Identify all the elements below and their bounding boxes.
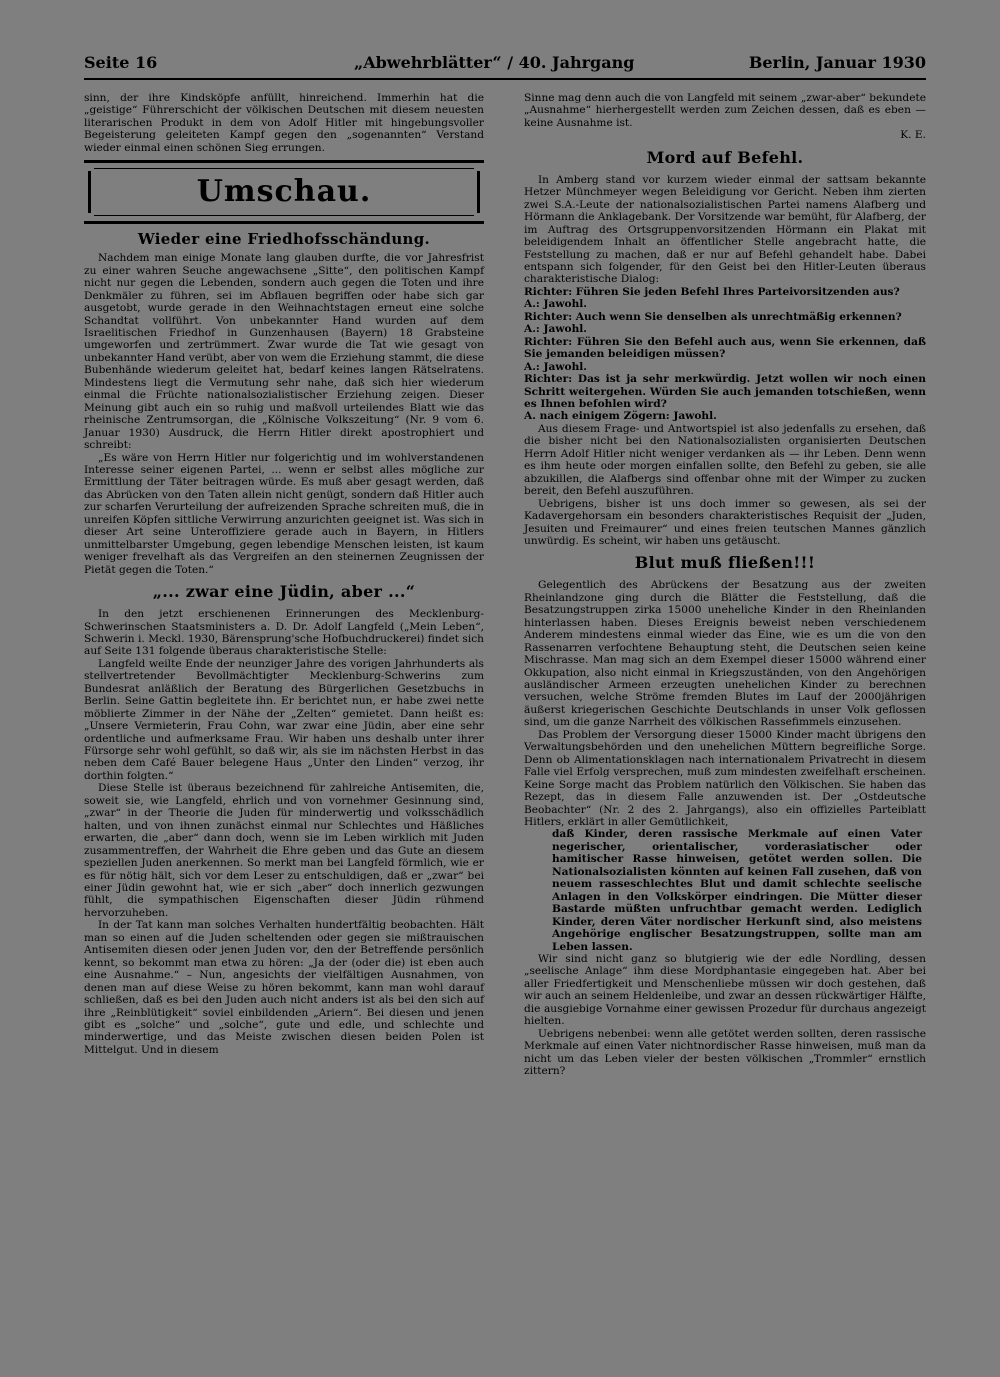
juedin-paragraph-2: Langfeld weilte Ende der neunziger Jahre des vorigen Jahrhunderts als stellvertretender Bevollmächtigter Mecklenburg-Schwerins zum Bundesrat anläßlich der Beratung des Bürgerlichen Gesetzbuchs in Berlin. Seine Gattin begleitete ihn. Er berichtet nun, er habe zwei nette möblierte Zimmer in der Nähe der „Zelten“ gemietet. Dann heißt es: „Unsere Vermieterin, Frau Cohn, war zwar eine Jüdin, aber eine sehr ordentliche und aufmerksame Frau. Wir haben uns deshalb unter ihrer Fürsorge sehr wohl gefühlt, so daß wir, als sie im nächsten Herbst in das neben dem Café Bauer belegene Haus „Unter den Linden“ verzog, ihr dorthin folgten.“	[84, 657, 484, 782]
dialog-line: A.: Jawohl.	[524, 360, 587, 373]
mord-paragraph-1: In Amberg stand vor kurzem wieder einmal der sattsam bekannte Hetzer Münchmeyer wegen Beleidigung vor Gericht. Neben ihm zierten zwei S.A.-Leute der nationalsozialistischen Partei namens Alafberg und Hörmann die Anklagebank. Der Vorsitzende war bemüht, für Alafberg, der im Auftrag des Ortsgruppenvorsitzenden Hörmann ein Plakat mit beleidigendem Inhalt an öffentlicher Stelle angebracht hatte, die Feststellung zu machen, daß er nur auf Befehl gehandelt habe. Dabei entspann sich folgender, für den Geist bei den Hitler-Leuten überaus charakteristische Dialog:	[524, 173, 926, 286]
left-column	[84, 92, 484, 1056]
blut-quote: daß Kinder, deren rassische Merkmale auf einen Vater negerischer, orientalischer, vorderasiatischer oder hamitischer Rasse hinweisen, getötet werden sollen. Die Nationalsozialisten könnten auf keinen Fall zusehen, daß von neuem rasseschlechtes Blut und damit schlechte seelische Anlagen in den Volkskörper eindringen. Die Mütter dieser Bastarde müßten unfruchtbar gemacht werden. Lediglich Kinder, deren Väter nordischer Herkunft sind, also meistens Angehörige englischer Besatzungstruppen, sollte man am Leben lassen.	[552, 828, 922, 953]
juedin-paragraph-4: In der Tat kann man solches Verhalten hundertfältig beobachten. Hält man so einen auf die Juden scheltenden oder gegen sie mißtrauischen Antisemiten diesen oder jenen Juden vor, den der Betreffende persönlich kennt, so bekommt man etwa zu hören: „Ja der (oder die) ist eben auch eine Ausnahme.“ – Nun, angesichts der vielfältigen Ausnahmen, von denen man auf diese Weise zu hören bekommt, kann man wohl darauf schließen, daß es bei den Juden auch nicht anders ist als bei den sich auf ihre „Reinblütigkeit“ soviel einbildenden „Ariern“. Bei diesen und jenen gibt es „solche“ und „solche“, gute und edle, und schlechte und minderwertige, und das Meiste zwischen diesen beiden Polen ist Mittelgut. Und in diesem	[84, 919, 484, 1056]
dialog-line: Richter: Führen Sie jeden Befehl Ihres Parteivorsitzenden aus?	[524, 285, 900, 298]
heading-mord-auf-befehl: Mord auf Befehl.	[646, 147, 804, 167]
banner-rule-top	[94, 168, 474, 169]
right-column	[524, 92, 926, 1078]
friedhof-paragraph-1: Nachdem man einige Monate lang glauben durfte, die vor Jahresfrist zu einer wahren Seuche angewachsene „Sitte“, den politischen Kampf nicht nur gegen die Lebenden, sondern auch gegen die Toten und ihre Denkmäler zu führen, sei im Abflauen begriffen oder habe sich gar ausgetobt, wurde gerade in den Weihnachtstagen erneut eine solche Schandtat vollführt. Von unbekannter Hand wurden auf dem Israelitischen Friedhof in Gunzenhausen (Bayern) 18 Grabsteine umgeworfen und zertrümmert. Zwar wurde die Tat wie gesagt von unbekannter Hand verübt, aber von wem die Erziehung stammt, die diese Bubenhände wiederum geleitet hat, bedarf keines langen Rätselratens. Mindestens liegt die Vermutung sehr nahe, daß sich hier wiederum einmal die Früchte nationalsozialistischer Erziehung zeigen. Dieser Meinung gibt auch ein so ruhig und maßvoll urteilendes Blatt wie das rheinische Zentrumsorgan, die „Kölnische Volkszeitung“ (Nr. 9 vom 6. Januar 1930) Ausdruck, die Herrn Hitler direkt apostrophiert und schreibt:	[84, 252, 484, 452]
place-date: Berlin, Januar 1930	[748, 53, 926, 72]
page-number: Seite 16	[84, 53, 158, 72]
dialog-line: Richter: Auch wenn Sie denselben als unrechtmäßig erkennen?	[524, 310, 902, 323]
dialog-line: Richter: Das ist ja sehr merkwürdig. Jetzt wollen wir noch einen Schritt weitergehen. Würden Sie auch jemanden totschießen, wenn es Ihnen befohlen wird?	[524, 373, 926, 410]
heading-juedin: „... zwar eine Jüdin, aber ...“	[152, 582, 416, 602]
left-intro-paragraph: sinn, der ihre Kindsköpfe anfüllt, hinreichend. Immerhin hat die „geistige“ Führerschicht der völkischen Deutschen mit diesem neuesten literarischen Produkt in dem von Adolf Hitler mit hingebungsvoller Begeisterung geleiteten Kampf gegen den „sogenannten“ Verstand wieder einmal einen schönen Sieg errungen.	[84, 92, 484, 154]
heading-blut-muss-fliessen: Blut muß fließen!!!	[634, 553, 816, 573]
heading-friedhofsschaendung: Wieder eine Friedhofsschändung.	[137, 230, 431, 249]
dialog-line: A.: Jawohl.	[524, 298, 587, 311]
friedhof-paragraph-2: „Es wäre von Herrn Hitler nur folgerichtig und im wohlverstandenen Interesse seiner eigenen Partei, ... wenn er selbst alles mögliche zur Ermittlung der Täter beitragen würde. Es muß aber gesagt werden, daß das Abrücken von den Taten allein nicht genügt, sondern daß Hitler auch zur scharfen Verurteilung der aufreizenden Sprache schreiten muß, die in unreifen Köpfen sittliche Verwirrung anzurichten geeignet ist. Was sich in dieser Art seine Unteroffiziere gerade auch in Bayern, in Hitlers unmittelbarster Umgebung, gegen lebendige Menschen leisten, ist kaum weniger frevelhaft als das Vergreifen an den steinernen Zeugnissen der Pietät gegen die Toten.“	[84, 451, 484, 576]
banner-rule-bottom	[94, 215, 474, 216]
right-intro-paragraph: Sinne mag denn auch die von Langfeld mit seinem „zwar-aber“ bekundete „Ausnahme“ hierhergestellt werden zum Zeichen dessen, daß es eben — keine Ausnahme ist.	[524, 92, 926, 129]
dialog-line: A.: Jawohl.	[524, 323, 587, 336]
mord-paragraph-2: Aus diesem Frage- und Antwortspiel ist also jedenfalls zu ersehen, daß die bisher nicht bei den Nationalsozialisten organisierten Deutschen Herrn Adolf Hitler nicht weniger verdanken als — ihr Leben. Denn wenn es ihm heute oder morgen einfallen sollte, den Befehl zu geben, sie alle abzukillen, die Alafbergs sind offenbar ohne mit der Wimper zu zucken bereit, den Befehl auszuführen.	[524, 422, 926, 498]
blut-paragraph-2: Das Problem der Versorgung dieser 15000 Kinder macht übrigens den Verwaltungsbehörden und den unehelichen Müttern begreifliche Sorge. Denn ob Alimentationsklagen nach internationalem Privatrecht in diesem Falle viel Erfolg versprechen, muß zum mindesten zweifelhaft erscheinen. Keine Sorge macht das Problem natürlich den Völkischen. Sie haben das Rezept, das in diesem Falle anzuwenden ist. Der „Ostdeutsche Beobachter“ (Nr. 2 des 2. Jahrgangs), also ein offizielles Parteiblatt Hitlers, erklärt in aller Gemütlichkeit,	[524, 728, 926, 829]
umschau-banner	[84, 160, 484, 224]
page-header	[84, 52, 926, 76]
mord-paragraph-3: Uebrigens, bisher ist uns doch immer so gewesen, als sei der Kadavergehorsam ein besonders charakteristisches Requisit der „Juden, Jesuiten und Freimaurer“ und eines freien teutschen Mannes gänzlich unwürdig. Es scheint, wir haben uns getäuscht.	[524, 497, 926, 547]
blut-paragraph-4: Uebrigens nebenbei: wenn alle getötet werden sollten, deren rassische Merkmale auf einen Vater nichtnordischer Rasse hinweisen, muß man da nicht um das Leben vieler der besten völkischen „Trommler“ ernstlich zittern?	[524, 1027, 926, 1078]
header-rule	[84, 78, 926, 80]
juedin-paragraph-1: In den jetzt erschienenen Erinnerungen des Mecklenburg-Schwerinschen Staatsministers a. D. Dr. Adolf Langfeld („Mein Leben“, Schwerin i. Meckl. 1930, Bärensprung'sche Hofbuchdruckerei) findet sich auf Seite 131 folgende überaus charakteristische Stelle:	[84, 608, 484, 658]
dialog-line: Richter: Führen Sie den Befehl auch aus, wenn Sie erkennen, daß Sie jemanden beleidigen müssen?	[524, 335, 926, 361]
umschau-title: Umschau.	[196, 174, 372, 210]
blut-paragraph-3: Wir sind nicht ganz so blutgierig wie der edle Nordling, dessen „seelische Anlage“ ihm diese Mordphantasie eingegeben hat. Aber bei aller Friedfertigkeit und Menschenliebe müssen wir doch gestehen, daß wir auch an seinem Heldenleibe, und zwar an dessen rückwärtiger Hälfte, die ausgiebige Vornahme einer gewissen Prozedur für durchaus angezeigt hielten.	[524, 953, 926, 1028]
juedin-paragraph-3: Diese Stelle ist überaus bezeichnend für zahlreiche Antisemiten, die, soweit sie, wie Langfeld, ehrlich und von vornehmer Gesinnung sind, „zwar“ in der Theorie die Juden für minderwertig und volksschädlich halten, und von ihnen zunächst einmal nur Schlechtes und Häßliches erwarten, die „aber“ dann doch, wenn sie im Leben wirklich mit Juden zusammentreffen, der Wahrheit die Ehre geben und das Gute an diesem speziellen Juden anerkennen. So merkt man bei Langfeld förmlich, wie er es für nötig hält, sich vor dem Leser zu entschuldigen, daß er „zwar“ bei einer Jüdin gewohnt hat, wie er sich „aber“ doch innerlich gezwungen fühlt, die sympathischen Eigenschaften dieser Jüdin rühmend hervorzuheben.	[84, 782, 484, 919]
dialog-line: A. nach einigem Zögern: Jawohl.	[524, 410, 717, 423]
signature: K. E.	[900, 129, 926, 142]
blut-paragraph-1: Gelegentlich des Abrückens der Besatzung aus der zweiten Rheinlandzone ging durch die Blätter die Feststellung, daß die Besatzungstruppen zirka 15000 uneheliche Kinder in den Rheinlanden hinterlassen haben. Dieses Ereignis beweist neben verschiedenem Anderem mindestens einmal wieder das Eine, wie es um die von den Rassenarren verfochtene Behauptung steht, die Deutschen seien keine Mischrasse. Man mag sich an dem Exempel dieser 15000 während einer Okkupation, also nicht einmal in Kriegszuständen, von den Angehörigen ausländischer Armeen erzeugten unehelichen Kinder zu berechnen versuchen, welche Ströme fremden Blutes im Lauf der 2000jährigen äußerst kriegerischen Geschichte Deutschlands in unser Volk geflossen sind, um die ganze Narrheit des völkischen Rassefimmels einzusehen.	[524, 579, 926, 729]
publication-title: „Abwehrblätter“ / 40. Jahrgang	[354, 53, 635, 72]
